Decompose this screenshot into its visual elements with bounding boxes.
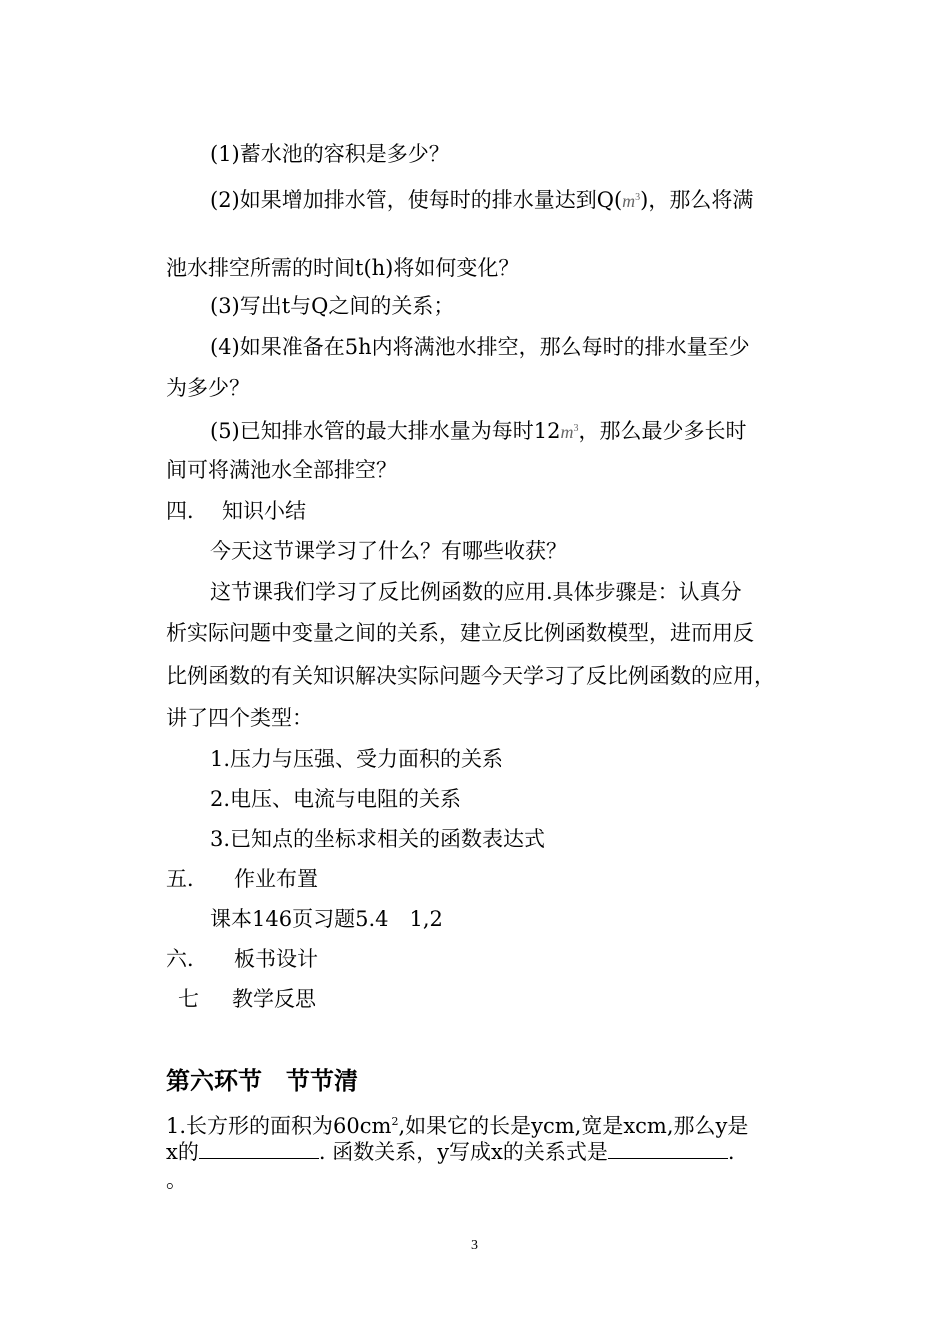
question-4-line-2: 为多少？ xyxy=(166,376,250,400)
summary-question: 今天这节课学习了什么？有哪些收获？ xyxy=(210,539,567,563)
question-2-line-2: 池水排空所需的时间t(h)将如何变化？ xyxy=(166,256,520,280)
answer-blank-1[interactable] xyxy=(199,1138,319,1159)
question-5-line-1: (5)已知排水管的最大排水量为每时$12m^3$，那么最少多长时 xyxy=(210,419,747,443)
question-4-line-1: (4)如果准备在5h内将满池水排空，那么每时的排水量至少 xyxy=(210,335,750,359)
list-item: 2.电压、电流与电阻的关系 xyxy=(210,787,462,811)
reflection-heading: 七 教学反思 xyxy=(178,987,316,1011)
exercise-1-line-3: 。 xyxy=(166,1168,187,1192)
unit-cubic-meter: $m^3$ xyxy=(622,191,641,211)
summary-paragraph-4: 讲了四个类型： xyxy=(166,706,313,730)
unit-cubic-meter-2: $m^3$ xyxy=(560,422,579,442)
exercise-1-line-1: 1.长方形的面积为$60cm^2$,如果它的长是ycm,宽是xcm,那么y是 xyxy=(166,1114,749,1138)
section-title: 第六环节 节节清 xyxy=(166,1067,358,1095)
homework-heading: 五． 作业布置 xyxy=(166,867,318,891)
question-3: (3)写出t与Q之间的关系； xyxy=(210,294,455,318)
summary-paragraph-3: 比例函数的有关知识解决实际问题今天学习了反比例函数的应用， xyxy=(166,664,775,688)
page-number: 3 xyxy=(471,1238,478,1253)
question-2-line-1: (2)如果增加排水管，使每时的排水量达到$Q(m^3)$，那么将满 xyxy=(210,188,754,212)
answer-blank-2[interactable] xyxy=(608,1138,728,1159)
question-5-line-2: 间可将满池水全部排空？ xyxy=(166,458,397,482)
summary-paragraph-1: 这节课我们学习了反比例函数的应用.具体步骤是：认真分 xyxy=(210,580,742,604)
board-design-heading: 六． 板书设计 xyxy=(166,947,318,971)
summary-paragraph-2: 析实际问题中变量之间的关系，建立反比例函数模型，进而用反 xyxy=(166,621,754,645)
exercise-1-line-2: x的 . 函数关系，y写成x的关系式是 . xyxy=(166,1140,735,1164)
list-item: 3.已知点的坐标求相关的函数表达式 xyxy=(210,827,546,851)
homework-content: 课本146页习题5.4 1,2 xyxy=(210,907,443,931)
summary-heading: 四． 知识小结 xyxy=(166,499,306,523)
question-1: (1)蓄水池的容积是多少？ xyxy=(210,142,450,166)
list-item: 1.压力与压强、受力面积的关系 xyxy=(210,747,504,771)
